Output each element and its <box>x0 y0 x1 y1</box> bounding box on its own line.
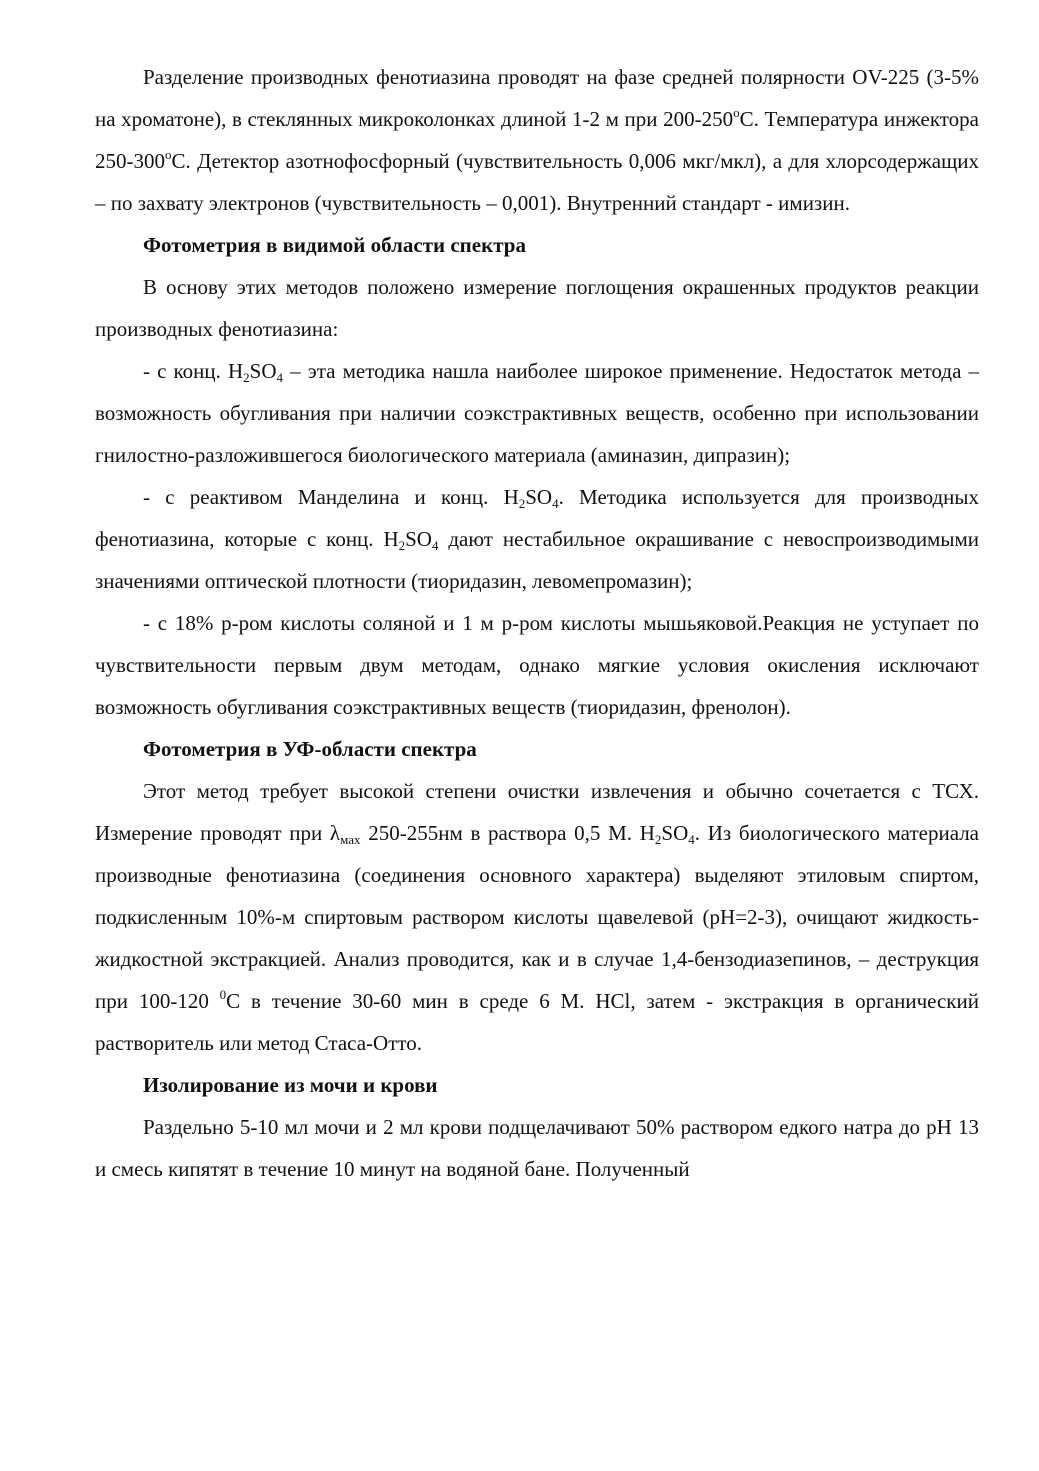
heading-visible-photometry: Фотометрия в видимой области спектра <box>143 233 526 257</box>
heading-urine-blood-isolation: Изолирование из мочи и крови <box>143 1073 438 1097</box>
subscript: 4 <box>276 370 284 385</box>
text-run: дают нестабильное окрашивание с невоспроизводимыми значениями оптической плотности (тиоридазин, левомепромазин); <box>95 527 979 593</box>
subscript: 2 <box>398 538 406 553</box>
paragraph-method-mandelin <box>95 476 979 602</box>
text-run: - с реактивом Манделина и конц. H <box>143 485 519 509</box>
paragraph-photometry-intro: В основу этих методов положено измерение поглощения окрашенных продуктов реакции производных фенотиазина: <box>95 275 979 341</box>
text-run: SO <box>405 527 432 551</box>
subscript: 2 <box>243 370 250 385</box>
text-run: SO <box>249 359 277 383</box>
subscript: 4 <box>552 496 559 511</box>
paragraph-method-arsenic-acid: - с 18% р-ром кислоты соляной и 1 м р-ром кислоты мышьяковой.Реакция не уступает по чувствительности первым двум методам, однако мягкие условия окисления исключают возможность обугливания соэкстрактивных веществ (тиоридазин, френолон). <box>95 611 979 719</box>
document-page <box>95 56 979 1190</box>
text-run: Разделение производных фенотиазина проводят на фазе средней полярности OV-225 (3-5% на хроматоне), в стеклянных микроколонках длиной 1-2 м при 200-250 <box>95 65 979 131</box>
paragraph-method-sulfuric-acid <box>95 350 979 476</box>
text-run: . Из биологического материала производные фенотиазина (соединения основного характера) выделяют этиловым спиртом, подкисленным 10%-м спиртовым раствором кислоты щавелевой (рН=2-3), очищают жидкость-жидкостной экстракцией. Анализ проводится, как и в случае 1,4-бензодиазепинов, – деструкция при 100-120 <box>95 821 979 1013</box>
paragraph-urine-blood-method: Раздельно 5-10 мл мочи и 2 мл крови подщелачивают 50% раствором едкого натра до рН 13 и смесь кипятят в течение 10 минут на водяной бане. Полученный <box>95 1115 979 1181</box>
text-run: SO <box>525 485 553 509</box>
text-run: . Методика используется для производных фенотиазина, которые с конц. H <box>95 485 979 551</box>
subscript: 4 <box>431 538 439 553</box>
text-run: - с конц. H <box>143 359 244 383</box>
superscript: o <box>165 147 172 162</box>
text-run: – эта методика нашла наиболее широкое применение. Недостаток метода – возможность обугливания при наличии соэкстрактивных веществ, особенно при использовании гнилостно-разложившегося биологического материала (аминазин, дипразин); <box>95 359 979 467</box>
paragraph-gc-conditions <box>95 56 979 224</box>
text-run: С. Детектор азотнофосфорный (чувствительность 0,006 мкг/мкл), а для хлорсодержащих – по захвату электронов (чувствительность – 0,001). Внутренний стандарт - имизин. <box>95 149 979 215</box>
subscript: мах <box>340 832 361 847</box>
subscript: 2 <box>518 496 526 511</box>
text-run: Этот метод требует высокой степени очистки извлечения и обычно сочетается с ТСХ. Измерение проводят при λ <box>95 779 979 845</box>
subscript: 4 <box>688 832 695 847</box>
heading-uv-photometry: Фотометрия в УФ-области спектра <box>143 737 477 761</box>
subscript: 2 <box>654 832 662 847</box>
superscript: 0 <box>219 987 227 1002</box>
superscript: o <box>733 105 740 120</box>
text-run: 250-255нм в раствора 0,5 М. H <box>360 821 655 845</box>
text-run: С в течение 30-60 мин в среде 6 М. HCl, затем - экстракция в органический растворитель или метод Стаса-Отто. <box>95 989 979 1055</box>
text-run: С. Температура инжектора 250-300 <box>95 107 979 173</box>
text-run: SO <box>661 821 689 845</box>
paragraph-uv-method <box>95 770 979 1064</box>
